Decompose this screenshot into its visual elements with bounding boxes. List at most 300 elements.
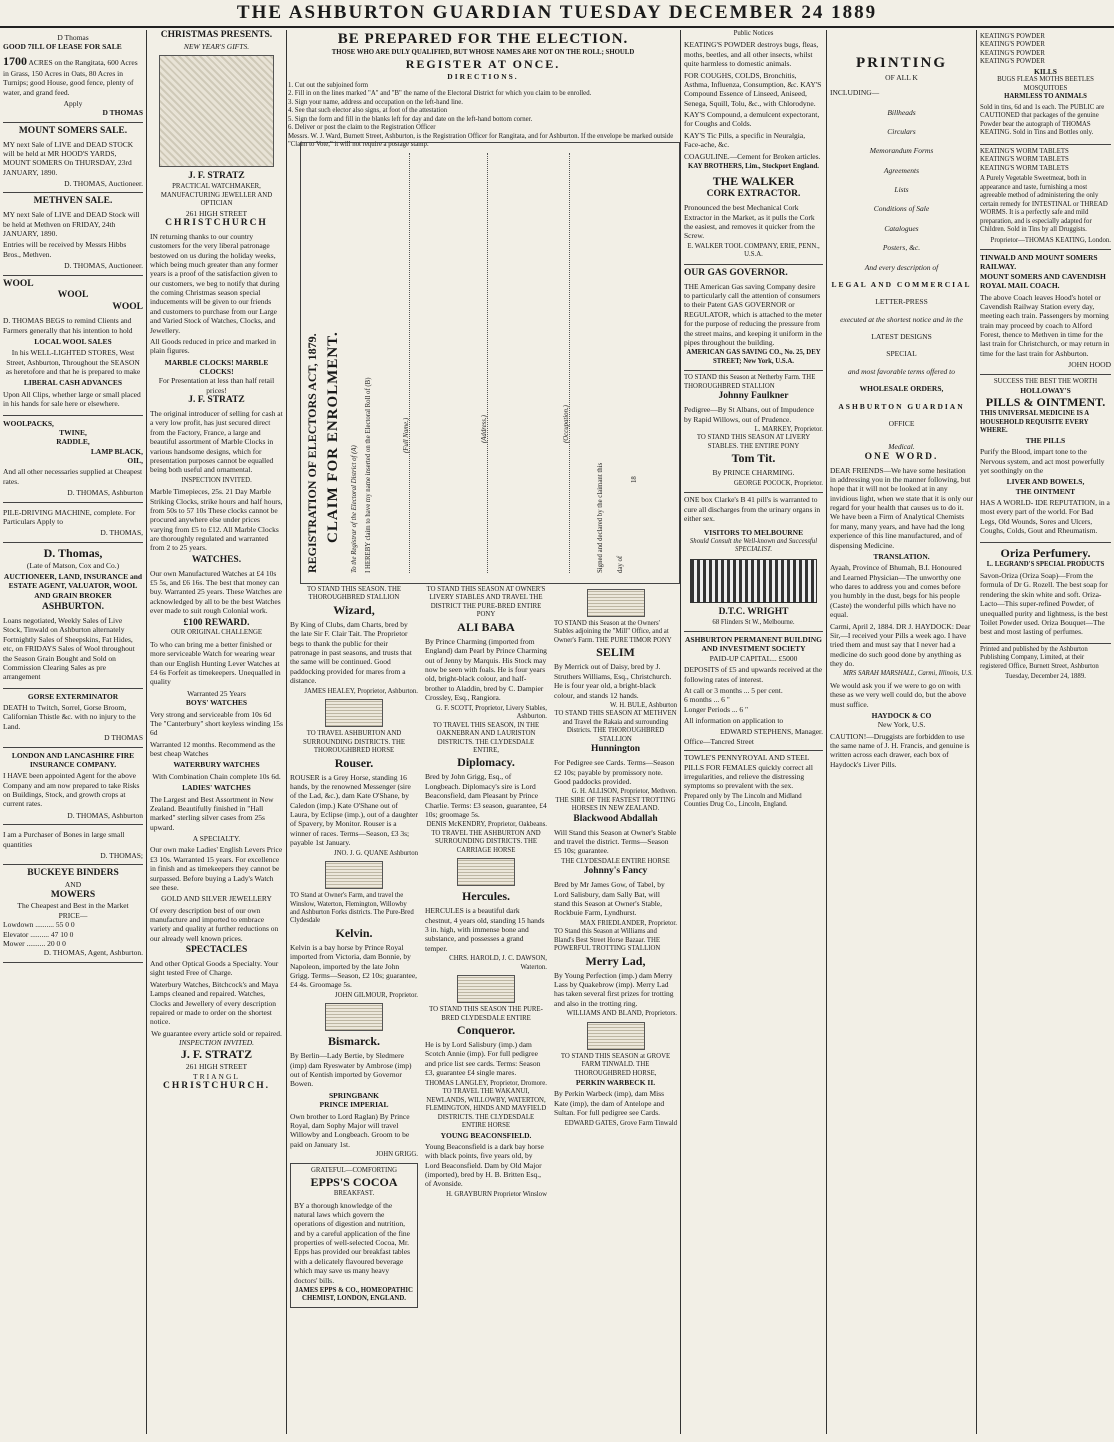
col-address: (Address.): [481, 415, 488, 443]
keating-notice: KEATING'S POWDER destroys bugs, fleas, moths, beetles, and all other insects, whilst quite harmless to domestic animals.: [684, 40, 819, 69]
kelvin-sign: JOHN GILMOUR, Proprietor.: [334, 991, 418, 999]
challenge-body: To who can bring me a better finished or more serviceable Watch for wearing wear than our English Hunting Lever Watches at £4 6s Forfeit as timekeepers. Unequalled in quality: [150, 639, 281, 687]
conqueror-body: He is by Lord Salisbury (imp.) dam Scotch Annie (imp). For full pedigree and price list see cards. Terms: Season £3, guarantee £4 single mares.: [425, 1040, 541, 1078]
dthomas-late: (Late of Matson, Cox and Co.): [26, 560, 120, 570]
kays-notice: KAY'S Compound, a demulcent expectorant, for Coughs and Colds.: [684, 110, 820, 129]
stratz-name-3: J. F. STRATZ: [180, 1047, 253, 1062]
lease-sign: D THOMAS: [102, 108, 143, 118]
pills-body: Purify the Blood, impart tone to the Nervous system, and act most powerfully yet soothingly on the: [980, 447, 1105, 475]
auct-body: Loans negotiated, Weekly Sales of Live Stock, Tinwald on Ashburton alternately Fortnightly Sales of Sheepskins, Fat Hides, etc, on FRIDAYS Sales of Wool throughout the Season Grain Bought and Sold on Commission Clearing Sales as pre arrangement: [3, 616, 135, 682]
lws-title: LOCAL WOOL SALES: [34, 336, 112, 346]
faulk-body: Pedigree—By St Albans, out of Impudence by Rapid Willows, out of Prudence.: [684, 405, 814, 424]
conqueror-sign: THOMAS LANGLEY, Proprietor, Dromore.: [425, 1079, 547, 1087]
ladies-body: The Largest and Best Assortment in New Zealand. Beautifully finished in "Hall marked" sterling silver cases from 25s upward.: [150, 794, 274, 832]
claim-year: 18: [631, 476, 638, 483]
worm-2: KEATING'S WORM TABLETS: [980, 156, 1069, 164]
london-sign: D. THOMAS, Ashburton: [67, 810, 143, 820]
claim-form[interactable]: [300, 142, 680, 584]
universal: THIS UNIVERSAL MEDICINE IS A HOUSEHOLD REQUISITE EVERY WHERE.: [980, 410, 1089, 435]
specialty-title: A SPECIALTY.: [192, 834, 241, 844]
pi-body: Own brother to Lord Raglan) By Prince Royal, dam Sophy Major will travel Willowby and Longbeach. Groom to be paid on January 1st.: [290, 1111, 410, 1149]
selim-head: TO STAND this Season at the Owners' Stables adjoining the "Mill" Office, and at Owner's Farm. THE PURE TIMOR PONY: [554, 620, 672, 644]
gas-title: OUR GAS GOVERNOR.: [684, 267, 788, 278]
gold-body: Of every description best of our own manufacture and imported to embrace variety and quality at further reductions on our already well known prices.: [150, 905, 279, 943]
mscav: MOUNT SOMERS AND CAVENDISH ROYAL MAIL COACH.: [980, 271, 1106, 291]
faulkner-ad: [684, 371, 823, 493]
oneb-notice: ONE box Clarke's B 41 pill's is warranted to cure all discharges from the urinary organs in either sex.: [684, 495, 821, 523]
cheapest: The Cheapest and Best in the Market: [17, 901, 129, 911]
selim-body: By Merrick out of Daisy, bred by J. Struthers Williams, Esq., Christchurch. He is four year old, a bright-black colour, and stands 12 hands.: [554, 662, 672, 700]
perkin-head: TO STAND THIS SEASON at GROVE FARM TINWALD. THE THOROUGHBRED HORSE,: [560, 1052, 671, 1077]
oriza-ad: [980, 543, 1111, 644]
printing-executed: executed at the shortest notice and in the: [840, 314, 963, 324]
lease-body: ACRES on the Rangitata, 600 Acres in Grass, 150 Acres in Oats, 80 Acres in Turnips; good House, good fence, plenty of water, and grand feed.: [3, 57, 138, 97]
column-7: [827, 30, 976, 1434]
timepieces: Marble Timepieces, 25s. 21 Day Marble Striking Clocks, strike hours and half hours, from 50s to 57 10s These clocks cannot be procured anywhere else under prices varying from £5 to £12. All Marble Clocks are thoroughly regulated and warranted from 2 to 25 years.: [150, 487, 283, 553]
keating-powder-ad: [980, 30, 1111, 145]
printing-circulars: Circulars: [887, 126, 916, 136]
kelvin-body: Kelvin is a bay horse by Prince Royal imported from Victoria, dam Bonnie, by Napoleon, imported by the late John Grigg. Terms—Season, £2 10s; guarantee, £4 4s. Groomage 5s.: [290, 942, 418, 990]
keating-body: Sold in tins, 6d and 1s each. The PUBLIC are CAUTIONED that packages of the genuine Powder bear the autograph of THOMAS KEATING. Sold in Tins and Bottles only.: [980, 103, 1105, 137]
perkin-body: By Perkin Warbeck (imp), dam Miss Kate (imp), the dam of Antelope and Sultan. For full pedigree see Cards.: [554, 1089, 665, 1118]
faulk-sign: L. MARKEY, Proprietor.: [754, 425, 823, 433]
letter-body: Carmi, April 2, 1884. DR J. HAYDOCK: Dear Sir,—I received your Pills a week ago. I have tried them and must say that I never had a medicine do such good done by anything as they do.: [830, 621, 971, 668]
horse-engraving: [457, 975, 515, 1003]
election-title: BE PREPARED FOR THE ELECTION.: [337, 31, 629, 47]
marble-title: MARBLE CLOCKS! MARBLE CLOCKS!: [164, 357, 269, 377]
horse-engraving: [457, 858, 515, 886]
conqueror-name: Conqueror.: [456, 1023, 516, 1038]
wizard-head: TO STAND THIS SEASON. THE THOROUGHBRED STALLION: [306, 586, 402, 602]
direction-1: 1. Cut out the subjoined form: [288, 81, 369, 89]
wright-badge: [690, 559, 817, 603]
claim-hereby: I HEREBY claim to have my name inserted on the Electoral Roll of (B): [365, 377, 372, 573]
column-1: [0, 30, 146, 1434]
inspection-2: INSPECTION INVITED.: [179, 1038, 254, 1048]
diplomacy-name: Diplomacy.: [457, 755, 515, 770]
printing-lists: Lists: [894, 185, 909, 194]
direction-7: Messrs. W. J. Ward, Burnett Street, Ashburton, is the Registration Officer for Rangitata, and for Ashburton. If the envelope be marked outside "Claim to Vote," it will not require a postage stamp.: [288, 132, 674, 148]
guarantee: We guarantee every article sold or repaired.: [151, 1028, 282, 1038]
methven-ad: [3, 193, 143, 275]
lease-ad: [3, 30, 143, 123]
keating-kills: KILLS: [1034, 66, 1057, 76]
mrs-sign: MRS SARAH MARSHALL, Carmi, Illinois, U.S.: [843, 670, 973, 678]
printing-agreements: Agreements: [883, 165, 920, 175]
gorse-sign: D THOMAS: [104, 733, 143, 743]
bones-ad: [3, 825, 143, 865]
spectacles-body: And other Optical Goods a Specialty. Your sight tested Free of Charge.: [150, 959, 279, 978]
stratz-chch: CHRISTCHURCH: [165, 217, 268, 228]
direction-2: 2. Fill in on the lines marked "A" and "B" the name of the Electoral District for which you claim to be enrolled.: [288, 90, 592, 98]
raddle: RADDLE,: [56, 437, 90, 447]
alibaba-head: TO STAND THIS SEASON AT OWNER'S LIVERY STABLES AND TRAVEL THE DISTRICT THE PURE-BRED ENTIRE PONY: [426, 586, 546, 619]
diplomacy-head: TO TRAVEL THIS SEASON, IN THE OAKNEBRAN AND LAURISTON DISTRICTS. THE CLYDESDALE ENTIRE,: [432, 721, 540, 754]
gold-title: GOLD AND SILVER JEWELLERY: [161, 894, 272, 904]
merry-sign: WILLIAMS AND BLAND, Proprietors.: [566, 1010, 677, 1018]
lease-head: D Thomas: [57, 33, 89, 42]
success: SUCCESS THE BEST THE WORTH: [993, 377, 1098, 385]
spectacles-title: SPECTACLES: [185, 945, 248, 956]
waterbury-body: With Combination Chain complete 10s 6d.: [152, 771, 281, 781]
dthomas-auctioneer-ad: [3, 543, 143, 689]
bismarck-body: By Berlin—Lady Bertie, by Sledmere (imp) dam Ryeswater by Ambrose (imp) out of Kentish imported by Governor Bowen.: [290, 1051, 412, 1089]
dtc-name: D.T.C. WRIGHT: [718, 606, 789, 617]
faulk-name: Johnny Faulkner: [718, 391, 789, 402]
hercules-head: TO TRAVEL THE ASHBURTON AND SURROUNDING DISTRICTS. THE CARRIAGE HORSE: [431, 829, 541, 854]
epps-sign: JAMES EPPS & CO., HOMEOPATHIC CHEMIST, LONDON, ENGLAND.: [295, 1286, 413, 1303]
caution: CAUTION!—Druggists are forbidden to use the same name of J. H. Francis, and genuine is written across each drawer, each box of Haydock's Liver Pills.: [830, 731, 970, 769]
masthead: THE ASHBURTON GUARDIAN TUESDAY DECEMBER 24 1889: [0, 0, 1114, 28]
lease-apply: Apply: [63, 98, 83, 108]
lease-title: GOOD 7ILL OF LEASE FOR SALE: [3, 42, 122, 52]
coughs-notice: FOR COUGHS, COLDS, Bronchitis, Asthma, Influenza, Consumption, &c. KAY'S Compound Essence of Linseed, Aniseed, Senega, Squill, Tolu, &c., with Chlorodyne.: [684, 70, 822, 108]
keating-1: KEATING'S POWDER: [980, 33, 1045, 40]
nyc: New York, U.S.: [877, 720, 926, 730]
claim-line-address[interactable]: [487, 153, 489, 573]
wizard-sign: JAMES HEALEY, Proprietor, Ashburton.: [304, 687, 418, 695]
stratz-street: 261 HIGH STREET: [185, 208, 248, 218]
cork-title: CORK EXTRACTOR.: [706, 189, 801, 200]
printing-legal: LEGAL AND COMMERCIAL: [831, 279, 972, 289]
hercules-sign: CHRS. HAROLD, J. C. DAWSON, Waterton.: [449, 955, 547, 971]
stratz-returning: IN returning thanks to our country customers for the very liberal patronage bestowed on us during the holiday weeks, which being much greater than any former years is a proof of the satisfaction given to our customers, we beg to notify that during the coming Christmas season special inducements will be given to our friends and customers to purchase from our Large and Varied Stock of Watches, Clocks, and Jewellery.: [150, 231, 280, 335]
youngb-body: Young Beaconsfield is a dark bay horse with black points, five years old, by Lord Beaconsfield. Dam by Old Major (imported), bred by H. B. Britten Esq., of Avonside.: [425, 1141, 544, 1189]
rouser-sign: JNO. J. G. QUANE Ashburton: [333, 849, 418, 857]
direction-3: 3. Sign your name, address and occupation on the left-hand line.: [288, 98, 463, 106]
liberal-title: LIBERAL CASH ADVANCES: [23, 378, 123, 388]
johnny-head: THE CLYDESDALE ENTIRE HORSE: [561, 857, 670, 865]
lease-acres: 1700: [3, 53, 27, 68]
walker-body: Pronounced the best Mechanical Cork Extractor in the Market, as it pulls the Cork the easiest, and removes it quicker from the Screw.: [684, 203, 815, 241]
mount-somers-ad: [3, 123, 143, 194]
youngb-name: YOUNG BEACONSFIELD.: [440, 1130, 532, 1140]
printing-favorable: and most favorable terms offered to: [847, 366, 955, 376]
tomtit-sign: GEORGE POCOCK, Proprietor.: [733, 479, 823, 487]
claim-line-name[interactable]: [409, 153, 411, 573]
ladies-title: LADIES' WATCHES: [182, 783, 251, 793]
repairs: Waterbury Watches, Bitchcock's and Maya Lamps cleaned and repaired. Watches, Clocks and Jewellery of every description repaired or made to order on the shortest notice.: [150, 979, 279, 1027]
specialty-body: Our own make Ladies' English Levers Price £3 10s. Warranted 15 years. For excellence in finish and as timekeepers they cannot be surpassed. Before buying a Lady's Watch see these.: [150, 845, 283, 892]
claim-signed: Signed and declared by the claimant this: [597, 462, 604, 573]
presentation: For Presentation at less than half retail prices!: [158, 376, 275, 395]
necessaries: And all other necessaries supplied at Cheapest rates.: [3, 467, 143, 486]
holloway-ad: [980, 375, 1111, 543]
wool-1: WOOL: [3, 278, 34, 289]
tinwald: TINWALD AND MOUNT SOMERS RAILWAY.: [980, 253, 1098, 272]
kays-2-notice: KAY'S Tic Pills, a specific in Neuralgia, Face-ache, &c.: [684, 130, 806, 150]
price-lowdown: Lowdown .......... 55 0 0: [3, 920, 75, 930]
buckeye-sign: D. THOMAS, Agent, Ashburton.: [43, 948, 143, 958]
buckeye-title: BUCKEYE BINDERS: [27, 868, 119, 879]
printing-letterpress: LETTER-PRESS: [875, 297, 928, 307]
dthomas-big: D. Thomas,: [43, 545, 103, 560]
kelvin-head: TO Stand at Owner's Farm, and travel the Winslow, Waterton, Flemington, Willowby and Ashburton Forks districts. The Pure-Bred Clydesdale: [290, 892, 414, 925]
thomas-sign: D. THOMAS, Ashburton: [67, 488, 143, 498]
printing-title: PRINTING: [855, 55, 947, 71]
printing-memo: Memorandum Forms: [869, 146, 934, 156]
prince-imperial: PRINCE IMPERIAL: [319, 1100, 389, 1110]
info: All information on application to: [684, 716, 784, 726]
printing-allk: OF ALL K: [885, 72, 918, 82]
buckeye-ad: [3, 865, 143, 962]
gorse-title: GORSE EXTERMINATOR: [27, 691, 119, 701]
waterbury-title: WATERBURY WATCHES: [173, 760, 260, 770]
direction-5: 5. Sign the form and fill in the blanks left for day and date on the left-hand bottom corner.: [288, 115, 533, 123]
epps-body: BY a thorough knowledge of the natural laws which govern the operations of digestion and nutrition, and by a careful application of the fine properties of well-selected Cocoa, Mr. Epps has provided our breakfast tables with a delicately flavoured beverage which may save us many heavy doctors' bills.: [294, 1200, 411, 1285]
col-occupation: (Occupation.): [563, 405, 570, 443]
johnny-body: Bred by Mr James Gow, of Tabel, by Lord Salisbury, dam Sally Bat, will stand this Season at Owner's Stable, Rockbuie Farm, Lyndhurst.: [554, 880, 665, 918]
liberal-body: Upon All Clips, whether large or small placed in his hands for sale here or elsewhere.: [3, 389, 141, 409]
gas-body: THE American Gas saving Company desire to particularly call the attention of consumers to their Patent GAS GOVERNOR or REGULATOR, which is attached to the meter for the purpose of reducing the pressure from the street mains, and keeping it uniform in the pipes throughout the building.: [684, 281, 823, 347]
epps-ad: [290, 1163, 418, 1308]
visitors-title: VISITORS TO MELBOURNE: [703, 528, 804, 538]
hercules-name: Hercules.: [461, 889, 511, 904]
johnny-sign: MAX FRIEDLANDER, Proprietor.: [579, 919, 677, 927]
haydock: HAYDOCK & CO: [871, 710, 932, 720]
liver: LIVER AND BOWELS,: [1006, 477, 1085, 487]
horse-engraving: [325, 861, 383, 889]
newyear-title: NEW YEAR'S GIFTS.: [183, 41, 250, 51]
auctioneer: AUCTIONEER, LAND, INSURANCE and ESTATE AGENT, VALUATOR, WOOL AND GRAIN BROKER: [3, 572, 143, 600]
wizard-name: Wizard,: [333, 602, 375, 617]
printing-conditions: Conditions of Sale: [873, 204, 930, 214]
melb-address: 68 Flinders St W., Melbourne.: [712, 618, 795, 626]
ashperm-title: ASHBURTON PERMANENT BUILDING AND INVESTMENT SOCIETY: [685, 635, 822, 654]
wool-2: WOOL: [57, 290, 89, 301]
printing-posters: Posters, &c.: [882, 243, 921, 253]
lamp-black: LAMP BLACK,: [90, 446, 143, 456]
reward-title: £100 REWARD.: [183, 617, 250, 628]
oriza-title: Oriza Perfumery.: [1000, 545, 1091, 560]
lws-body: In his WELL-LIGHTED STORES, West Street, Ashburton, Throughout the SEASON as heretofore and that he is prepared to make: [5, 348, 141, 376]
stephens: EDWARD STEPHENS, Manager.: [720, 727, 823, 737]
diplomacy-sign: DENIS McKENDRY, Proprietor, Oakbeans.: [426, 821, 547, 829]
bones-body: I am a Purchaser of Bones in large small quantities: [3, 830, 125, 849]
alibaba-name: ALI BABA: [457, 619, 515, 634]
printing-office: OFFICE: [888, 418, 915, 428]
legrand: L. LEGRAND'S SPECIAL PRODUCTS: [986, 560, 1105, 568]
bw-name: Blackwood Abdallah: [573, 813, 658, 824]
keating-3: KEATING'S POWDER: [980, 49, 1045, 57]
column-2: [147, 30, 286, 1434]
ointment-body: HAS A WORLD- IDE REPUTATION, in a most every part of the world. For Bad Legs, Old Wounds, Sores and Ulcers, Coughs, Colds, Gout and Rheumatism.: [980, 498, 1110, 536]
printing-ag: ASHBURTON GUARDIAN: [838, 401, 965, 411]
springbank: SPRINGBANK: [328, 1090, 379, 1100]
printing-latest: LATEST DESIGNS: [871, 332, 932, 341]
triangle: TRIANGL: [193, 1071, 240, 1081]
dthomas-begs: D. THOMAS BEGS to remind Clients and Farmers generally that his intention to hold: [3, 316, 133, 335]
issue-date: Tuesday, December 24, 1889.: [1005, 673, 1086, 681]
consult: Should Consult the Well-known and Successful SPECIALIST.: [689, 537, 818, 554]
oneword-title: ONE WORD.: [864, 451, 939, 462]
direction-4: 4. See that such elector also signs, at foot of the attestation: [288, 107, 448, 115]
inspection: INSPECTION INVITED.: [181, 476, 252, 484]
tomtit-head: TO STAND THIS SEASON AT LIVERY STABLES. THE ENTIRE PONY: [696, 434, 811, 450]
youngb-sign: H. GRAYBURN Proprietor Winslow: [446, 1190, 547, 1198]
bw-body: Will Stand this Season at Owner's Stable and travel the district. Terms—Season £5 10s; guarantee.: [554, 827, 677, 856]
translation-title: TRANSLATION.: [873, 551, 930, 561]
merry-body: By Young Perfection (imp.) dam Merry Lass by Quakebrow (imp). Merry Lad has taken several first prizes for trotting and also in the trotting ring.: [554, 970, 674, 1008]
worm-tablets-ad: [980, 145, 1111, 250]
challenge: OUR ORIGINAL CHALLENGE: [170, 629, 263, 637]
holloway: HOLLOWAY'S: [1020, 386, 1071, 396]
wizard-body: By King of Clubs, dam Charts, bred by the late Sir F. Clair Tait. The Proprietor begs to thank the public for their patronage in past seasons, and trusts that the same will be continued. Good paddocking provided for mares from a distance.: [290, 619, 412, 686]
price-elevator: Elevator .......... 47 10 0: [3, 929, 74, 939]
warranted-12: Warranted 12 months. Recommend as the best cheap Watches: [150, 739, 276, 759]
pile-body: PILE-DRIVING MACHINE, complete. For Particulars Apply to: [3, 507, 136, 526]
merry-head: TO Stand this Season at Williams and Bland's Best Street Horse Bazaar. THE POWERFUL TROTTING STALLION: [554, 928, 661, 953]
london-title: LONDON AND LANCASHIRE FIRE INSURANCE COMPANY.: [11, 750, 135, 769]
building-society-ad: [684, 632, 823, 751]
mowers-title: MOWERS: [50, 889, 96, 900]
bismarck-name: Bismarck.: [327, 1034, 381, 1049]
rate-3: Longer Periods ... 6 ": [684, 704, 749, 714]
woolpacks-ad: [3, 416, 143, 503]
stratz-practical: PRACTICAL WATCHMAKER, MANUFACTURING JEWELLER AND OPTICIAN: [160, 183, 273, 208]
translation-body: Ayaah, Province of Bhumah, B.I. Honoured and Learned Physician—The unworthy one who dares to address you and comes before you humbly in the dust, begs for his people (Caste) the wonderful pills which have no equal.: [830, 563, 962, 620]
towle-sign: Prepared only by The Lincoln and Midland Counties Drug Co., Lincoln, England.: [684, 792, 802, 809]
election-directions: DIRECTIONS.: [447, 72, 519, 82]
ointment: THE OINTMENT: [1015, 486, 1076, 496]
twine: TWINE,: [59, 427, 87, 437]
public-notices: Public Notices: [733, 30, 774, 37]
wright-ad: [684, 525, 823, 632]
gorse-body: DEATH to Twitch, Sorrel, Gorse Broom, Californian Thistle &c. with no injury to the Land.: [3, 703, 136, 731]
thepills: THE PILLS: [1025, 435, 1066, 445]
hunn-sign: G. H. ALLISON, Proprietor, Methven.: [571, 788, 677, 796]
keating-2: KEATING'S POWDER: [980, 41, 1045, 49]
walker-ad: [684, 171, 823, 264]
worm-body: A Purely Vegetable Sweetmeat, both in appearance and taste, furnishing a most agreeable method of administering the only certain remedy for INTESTINAL or THREAD WORMS. It is a perfectly safe and mild preparation, and is especially adapted for Children. Sold in Tins by all Druggists.: [980, 175, 1108, 234]
tomtit-body: By PRINCE CHARMING.: [712, 468, 795, 478]
stratz-street-3: 261 HIGH STREET: [185, 1062, 248, 1072]
boys-title: BOYS' WATCHES: [185, 698, 248, 708]
hunn-head: TO STAND THIS SEASON AT METHVEN and Travel the Rakaia and surrounding Districts. THE THOROUGHBRED STALLION: [554, 710, 677, 743]
tancred: Office—Tancred Street: [684, 736, 754, 746]
coach-body: The above Coach leaves Hood's hotel or Cavendish Railway Station every day, meeting each train. Passengers by morning train may proceed by coach to Alford Forest, thence to Methven in time for the last train for Christchurch, or may return in time for the last train for Ashburton.: [980, 292, 1110, 358]
worm-3: KEATING'S WORM TABLETS: [980, 164, 1069, 172]
horse-engraving: [587, 589, 645, 617]
stratz-name-2: J. F. STRATZ: [188, 395, 245, 406]
horse-engraving: [587, 1022, 645, 1050]
warranted-25: Warranted 25 Years: [187, 688, 246, 698]
bones-sign: D. THOMAS;: [100, 850, 143, 860]
meth-entries: Entries will be received by Messrs Hibbs Bros., Methven.: [3, 240, 127, 259]
worm-1: KEATING'S WORM TABLETS: [980, 147, 1069, 155]
election-register: REGISTER AT ONCE.: [405, 57, 561, 72]
printing-including: INCLUDING—: [830, 88, 880, 98]
direction-6: 6. Deliver or post the claim to the Registration Officer: [288, 124, 436, 132]
oneword-body: DEAR FRIENDS—We have some hesitation in addressing you in the manner following, but hope that it will not be looked at in any invidious light, when we state that it is only our regard for your health that causes us to do it. We have been a Firm of Analytical Chemists for many, many years, and have had the long experience of this line manufactured, and of dispensing Medicine.: [830, 465, 973, 550]
hercules-body: HERCULES is a beautiful dark chestnut, 4 years old, standing 15 hands 3 in. high, with immense bone and substance, and possesses a grand temper.: [425, 906, 545, 953]
watches-title: WATCHES.: [191, 554, 242, 565]
rouser-name: Rouser.: [334, 755, 374, 770]
epps-title: EPPS'S COCOA: [310, 1175, 398, 1190]
coach-sign: JOHN HOOD: [1068, 360, 1111, 370]
clock-engraving: [159, 55, 274, 167]
printed-by: Printed and published by the Ashburton Publishing Company, Limited, at their registered Office, Burnett Street, Ashburton: [980, 645, 1099, 670]
oriza-body: Savon-Oriza (Oriza Soap)—From the formula of Dr G. Rozell. The best soap for rendering the skin white and soft. Oriza-Lacto—This super-refined Powder, of unequalled purity and lightness, is the best Toilet Powder used. Oriza Bouquet—The best and most lasting of perfumes.: [980, 571, 1108, 637]
column-5: [551, 586, 680, 1434]
medical-title: Medical.: [888, 442, 915, 452]
london-body: I HAVE been appointed Agent for the above Company and am now prepared to take Risks on Buildings, Stock, and growth crops at current rates.: [3, 771, 140, 809]
selim-sign: W. H. BULE, Ashburton: [610, 701, 677, 709]
meth-title: METHVEN SALE.: [33, 196, 113, 207]
rouser-body: ROUSER is a Grey Horse, standing 16 hands, by the renowned Messenger (sire of the Lad, &c.), dam Kate O'Shane, by Caledon (imp.) Kate O'Shane out of Laura, by Eclipse (imp.), out of a daughter of Spavery, by Monitor. Rouser is a winner of races. Terms—Season, £3 3s; payable 1st January.: [290, 772, 418, 848]
printing-wholesale: WHOLESALE ORDERS,: [859, 384, 944, 394]
column-3: [287, 586, 421, 1434]
railway-ad: [980, 250, 1111, 375]
boys-body: Very strong and serviceable from 10s 6d The "Canterbury" short keyless winding 15s 6d: [150, 709, 283, 738]
conqueror-head: TO STAND THIS SEASON THE PURE-BRED CLYDESDALE ENTIRE: [429, 1006, 543, 1022]
ms-sign: D. THOMAS, Auctioneer.: [64, 179, 143, 188]
ms-title: MOUNT SOMERS SALE.: [18, 125, 128, 136]
pile-sign: D. THOMAS,: [100, 528, 143, 538]
walker-sign: E. WALKER TOOL COMPANY, ERIE, PENN., U.S.A.: [687, 242, 820, 259]
keating-harmless: HARMLESS TO ANIMALS: [1004, 93, 1087, 101]
horse-engraving: [325, 699, 383, 727]
selim-name: SELIM: [596, 645, 635, 660]
price-mower: Mower .......... 20 0 0: [3, 938, 66, 948]
election-lead: THOSE WHO ARE DULY QUALIFIED, BUT WHOSE NAMES ARE NOT ON THE ROLL; SHOULD: [331, 48, 635, 56]
london-ad: [3, 748, 143, 826]
hunn-body: For Pedigree see Cards. Terms—Season £2 10s; payable by promissory note. Good paddocks provided.: [554, 758, 675, 786]
col-full-name: (Full Name.): [403, 417, 410, 453]
we-would: We would ask you if we were to go on with these as we very well could do, but the above must suffice.: [830, 680, 967, 709]
keating-pests: BUGS FLEAS MOTHS BEETLES MOSQUITOES: [997, 76, 1094, 92]
woolpacks: WOOLPACKS,: [3, 418, 54, 428]
rate-2: 6 months ... 6 ": [684, 695, 730, 705]
coaguline-notice: COAGULINE.—Cement for Broken articles.: [684, 151, 821, 161]
claim-enrolment-title: CLAIM FOR ENROLMENT.: [325, 331, 341, 543]
worm-sign: Proprietor—THOMAS KEATING, London.: [990, 236, 1111, 244]
column-4: [422, 586, 550, 1434]
wool-ad: [3, 276, 143, 416]
keating-4: KEATING'S POWDER: [980, 58, 1045, 66]
stratz-name: J. F. STRATZ: [188, 171, 245, 182]
column-6: [681, 30, 826, 1434]
hunn-name: Hunnington: [590, 744, 641, 755]
youngb-head: TO TRAVEL THE WAKANUI, NEWLANDS, WILLOWBY, WATERTON, FLEMINGTON, HINDS AND MAYFIELD DISTRICTS. THE CLYDESDALE ENTIRE HORSE: [425, 1088, 547, 1130]
prices-label: PRICE—: [58, 910, 88, 920]
claim-day: day of: [617, 555, 624, 573]
column-8: [977, 30, 1114, 1434]
claim-act-title: REGISTRATION OF ELECTORS ACT, 1879.: [305, 333, 319, 573]
printing-catalogues: Catalogues: [884, 223, 919, 233]
pills-ointment: PILLS & OINTMENT.: [985, 395, 1106, 410]
deposits: DEPOSITS of £5 and upwards received at the following rates of interest.: [684, 665, 823, 684]
stratz-engraved: All Goods reduced in price and marked in plain figures.: [150, 336, 277, 356]
printing-special: SPECIAL: [886, 349, 917, 359]
merry-name: Merry Lad,: [585, 953, 646, 968]
claim-line-occupation[interactable]: [569, 153, 571, 573]
buckeye-and: AND: [64, 880, 82, 890]
stratz-original: The original introducer of selling for cash at a very low profit, has just secured direct from the Factory, France, a large and beautiful assortment of Marble Clocks in various handsome designs, which for presentation purposes cannot be equalled being both useful and ornamental.: [150, 409, 283, 475]
tomtit-name: Tom Tit.: [731, 451, 776, 466]
rouser-head: TO TRAVEL ASHBURTON AND SURROUNDING DISTRICTS. THE THOROUGHBRED HORSE: [302, 730, 406, 755]
towle-body: TOWLE'S PENNYROYAL AND STEEL PILLS FOR FEMALES quickly correct all irregularities, and relieve the distressing symptoms so prevalent with the sex.: [684, 753, 813, 791]
diplomacy-body: Bred by John Grigg, Esq., of Longbeach. Diplomacy's sire is Lord Beaconsfield, dam Pleasant by Prince Charlie. Terms: £3 season, guarantee, £4 10s; groomage 5s.: [425, 772, 547, 819]
gas-ad: [684, 265, 823, 371]
gorse-ad: [3, 689, 143, 748]
bw-head: THE SIRE OF THE FASTEST TROTTING HORSES IN NEW ZEALAND.: [555, 796, 676, 813]
pile-ad: [3, 503, 143, 543]
johnny-name: Johnny's Fancy: [583, 866, 648, 877]
ashburton: ASHBURTON.: [41, 602, 105, 613]
meth-body: MY next Sale of LIVE and DEAD Stock will be held at Methven on FRIDAY, 24th JANUARY, 1890.: [3, 210, 140, 238]
oil: OIL,: [127, 456, 143, 465]
